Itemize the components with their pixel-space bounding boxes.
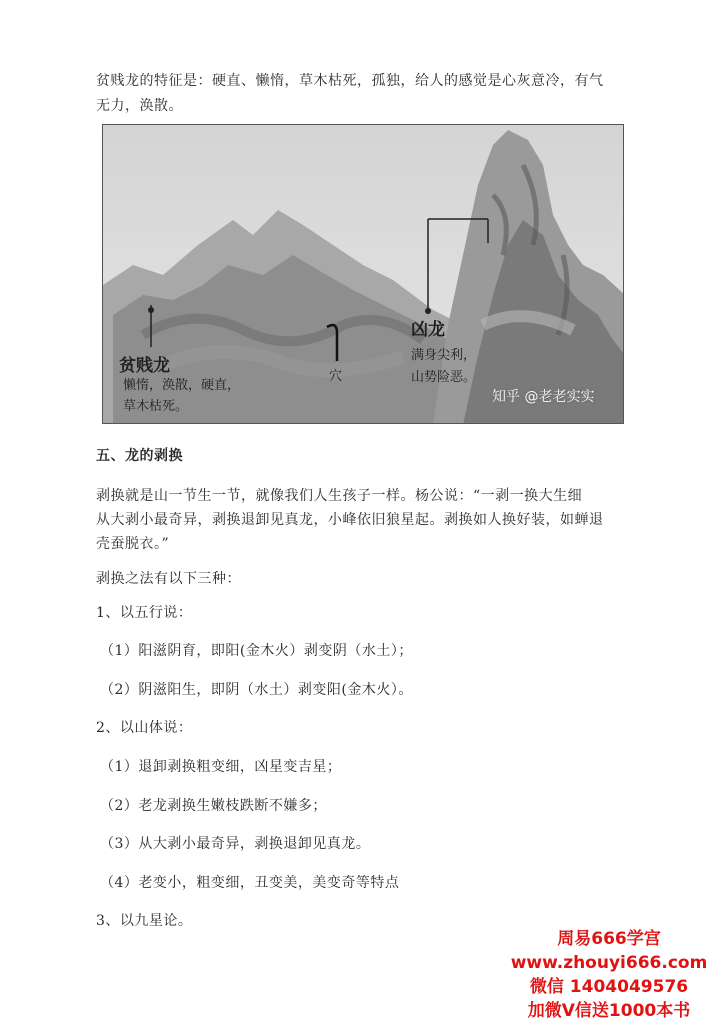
section-heading: 五、龙的剥换 <box>96 448 183 464</box>
method-1-title: 1、以五行说： <box>96 605 193 621</box>
xue-label: 穴 <box>329 369 343 384</box>
method-2-item-1: （1）退卸剥换粗变细，凶星变吉星； <box>100 759 342 775</box>
method-1-item-1: （1）阳滋阴育，即阳(金木火）剥变阴（水土）； <box>100 643 413 659</box>
landscape-illustration <box>102 124 624 424</box>
method-2-title: 2、以山体说： <box>96 720 193 736</box>
methods-intro: 剥换之法有以下三种： <box>96 571 241 587</box>
method-1-item-2: （2）阴滋阳生，即阴（水土）剥变阳(金木火）。 <box>100 682 413 698</box>
method-2-item-2: （2）老龙剥换生嫩枝跌断不嫌多； <box>100 798 327 814</box>
intro-line-1: 贫贱龙的特征是：硬直、懒惰，草木枯死，孤独，给人的感觉是心灰意冷，有气 <box>96 73 604 89</box>
promo-wechat: 微信 1404049576 <box>529 977 689 997</box>
poor-dragon-desc-1: 懒惰，涣散，硬直， <box>123 378 241 393</box>
intro-line-2: 无力，涣散。 <box>96 98 183 114</box>
fierce-dragon-title: 凶龙 <box>411 320 445 340</box>
paragraph-line-2: 从大剥小最奇异，剥换退卸见真龙，小峰依旧狼星起。剥换如人换好装，如蝉退 <box>96 512 604 528</box>
method-2-item-3: （3）从大剥小最奇异，剥换退卸见真龙。 <box>100 836 371 852</box>
promo-website: www.zhouyi666.com <box>510 953 708 973</box>
method-2-item-4: （4）老变小，粗变细，丑变美，美变奇等特点 <box>100 875 400 891</box>
zhihu-watermark: 知乎 @老老实实 <box>492 389 595 405</box>
fierce-dragon-desc-1: 满身尖利， <box>411 348 477 363</box>
promo-offer: 加微V信送1000本书 <box>527 1001 691 1021</box>
paragraph-line-3: 壳蚕脱衣。” <box>96 536 170 552</box>
paragraph-line-1: 剥换就是山一节生一节，就像我们人生孩子一样。杨公说：“一剥一换大生细 <box>96 488 583 504</box>
poor-dragon-title: 贫贱龙 <box>119 356 170 376</box>
poor-dragon-desc-2: 草木枯死。 <box>123 399 189 414</box>
method-3-title: 3、以九星论。 <box>96 913 193 929</box>
fierce-dragon-desc-2: 山势险恶。 <box>411 370 477 385</box>
promo-line-1: 周易666学宫 <box>557 929 661 949</box>
